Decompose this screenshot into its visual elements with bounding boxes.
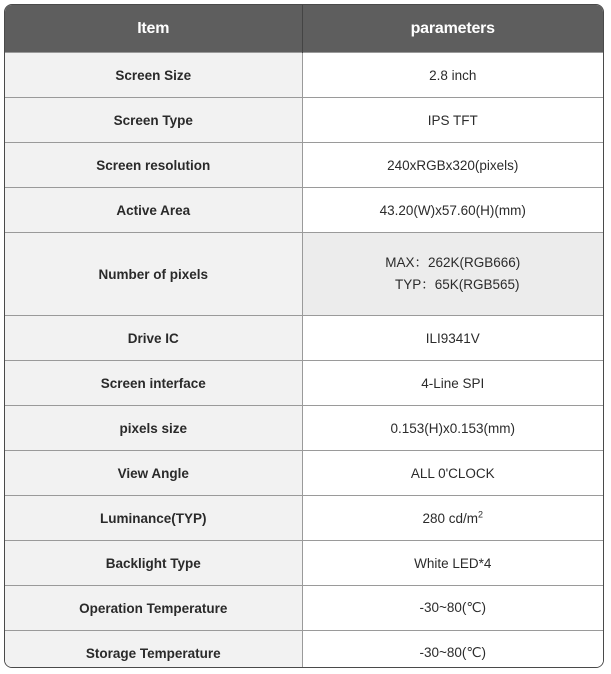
row-value-screen-interface: 4-Line SPI xyxy=(302,361,603,406)
table-row xyxy=(5,98,603,143)
row-label-screen-size: Screen Size xyxy=(5,53,302,98)
table-row xyxy=(5,233,603,316)
spec-table xyxy=(4,4,604,668)
table-row xyxy=(5,143,603,188)
table-row xyxy=(5,406,603,451)
pixels-max-value: MAX：262K(RGB666) xyxy=(385,255,521,270)
row-label-number-of-pixels: Number of pixels xyxy=(5,233,302,316)
table-row xyxy=(5,53,603,98)
table-row xyxy=(5,188,603,233)
luminance-superscript: 2 xyxy=(478,509,484,519)
row-label-storage-temperature: Storage Temperature xyxy=(5,631,302,669)
header-parameters: parameters xyxy=(302,5,603,53)
row-value-active-area: 43.20(W)x57.60(H)(mm) xyxy=(302,188,603,233)
row-label-active-area: Active Area xyxy=(5,188,302,233)
row-value-pixels-size: 0.153(H)x0.153(mm) xyxy=(302,406,603,451)
row-value-number-of-pixels xyxy=(302,233,603,316)
table-header-row xyxy=(5,5,603,53)
spec-table-grid xyxy=(5,5,603,668)
table-row xyxy=(5,586,603,631)
row-value-backlight-type: White LED*4 xyxy=(302,541,603,586)
table-row xyxy=(5,451,603,496)
row-value-screen-resolution: 240xRGBx320(pixels) xyxy=(302,143,603,188)
row-value-screen-type: IPS TFT xyxy=(302,98,603,143)
table-row xyxy=(5,361,603,406)
luminance-value: 280 cd/m xyxy=(422,510,478,526)
row-value-storage-temperature: -30~80(℃) xyxy=(302,631,603,669)
row-value-operation-temperature: -30~80(℃) xyxy=(302,586,603,631)
table-row xyxy=(5,496,603,541)
header-item: Item xyxy=(5,5,302,53)
row-label-screen-interface: Screen interface xyxy=(5,361,302,406)
row-value-luminance xyxy=(302,496,603,541)
row-value-screen-size: 2.8 inch xyxy=(302,53,603,98)
row-label-drive-ic: Drive IC xyxy=(5,316,302,361)
row-label-operation-temperature: Operation Temperature xyxy=(5,586,302,631)
row-label-luminance: Luminance(TYP) xyxy=(5,496,302,541)
table-row xyxy=(5,541,603,586)
row-label-screen-resolution: Screen resolution xyxy=(5,143,302,188)
table-row xyxy=(5,631,603,669)
row-value-drive-ic: ILI9341V xyxy=(302,316,603,361)
row-label-backlight-type: Backlight Type xyxy=(5,541,302,586)
row-label-screen-type: Screen Type xyxy=(5,98,302,143)
pixels-typ-value: TYP：65K(RGB565) xyxy=(394,277,520,292)
row-value-view-angle: ALL 0'CLOCK xyxy=(302,451,603,496)
table-row xyxy=(5,316,603,361)
row-label-view-angle: View Angle xyxy=(5,451,302,496)
row-label-pixels-size: pixels size xyxy=(5,406,302,451)
